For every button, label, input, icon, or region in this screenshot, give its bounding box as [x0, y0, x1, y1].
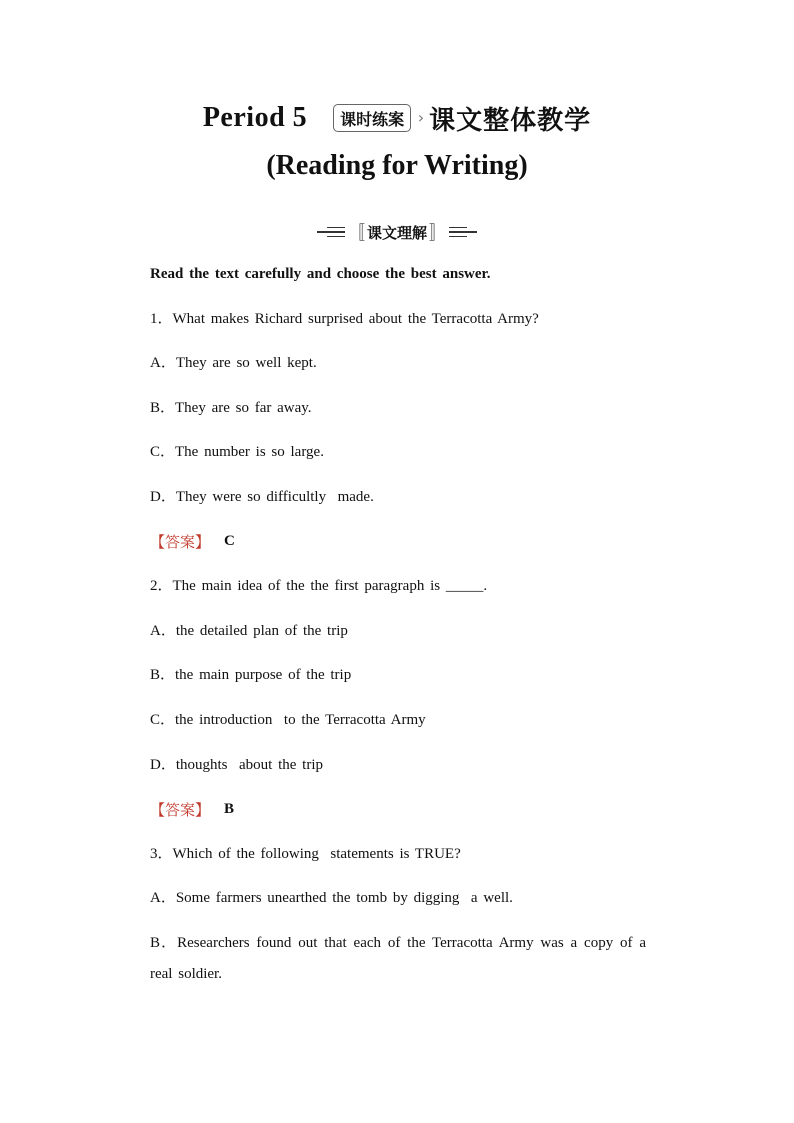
- lesson-badge: [333, 104, 425, 132]
- option-a: A．the detailed plan of the trip: [150, 622, 348, 639]
- option-a: A．They are so well kept.: [150, 355, 317, 372]
- answer-row: [150, 799, 650, 819]
- question-block: [150, 309, 650, 552]
- option-d: D．They were so difficultly made.: [150, 488, 374, 505]
- question-content: [150, 264, 650, 990]
- option-b: B．They are so far away.: [150, 399, 312, 416]
- lesson-badge-label: 课时练案: [340, 109, 405, 129]
- instruction-text: Read the text carefully and choose the best answer.: [150, 266, 491, 282]
- chevron-right-icon: ›: [417, 108, 425, 127]
- bracket-left-icon: 〚: [346, 223, 365, 244]
- question-block: [150, 576, 650, 819]
- page-subtitle: (Reading for Writing): [266, 150, 528, 181]
- title-row: [0, 96, 794, 140]
- option-d: D．thoughts about the trip: [150, 756, 323, 773]
- option-b: B．Researchers found out that each of the Terracotta Army was a copy of a real soldier.: [150, 934, 646, 982]
- decorative-rule-left: [317, 227, 345, 238]
- option-c: C．the introduction to the Terracotta Army: [150, 711, 426, 728]
- bracket-right-icon: 〛: [429, 223, 447, 244]
- question-block: [150, 844, 650, 990]
- answer-row: [150, 532, 650, 552]
- option-a: A．Some farmers unearthed the tomb by digging a well.: [150, 890, 513, 907]
- option-b: B．the main purpose of the trip: [150, 667, 352, 684]
- question-stem: 3．Which of the following statements is TRUE?: [150, 845, 461, 862]
- section-header: [0, 220, 794, 244]
- section-title: 课文理解: [366, 223, 427, 242]
- question-stem: 2．The main idea of the the first paragraph is _____.: [150, 578, 488, 595]
- answer-value: B: [224, 800, 235, 817]
- question-stem: 1．What makes Richard surprised about the Terracotta Army?: [150, 310, 539, 327]
- answer-value: C: [224, 533, 235, 550]
- answer-label: 【答案】: [150, 533, 211, 552]
- period-heading: Period 5: [202, 102, 308, 133]
- decorative-rule-right: [449, 227, 477, 238]
- answer-label: 【答案】: [150, 800, 211, 819]
- option-c: C．The number is so large.: [150, 444, 324, 461]
- page-title: 课文整体教学: [429, 105, 592, 136]
